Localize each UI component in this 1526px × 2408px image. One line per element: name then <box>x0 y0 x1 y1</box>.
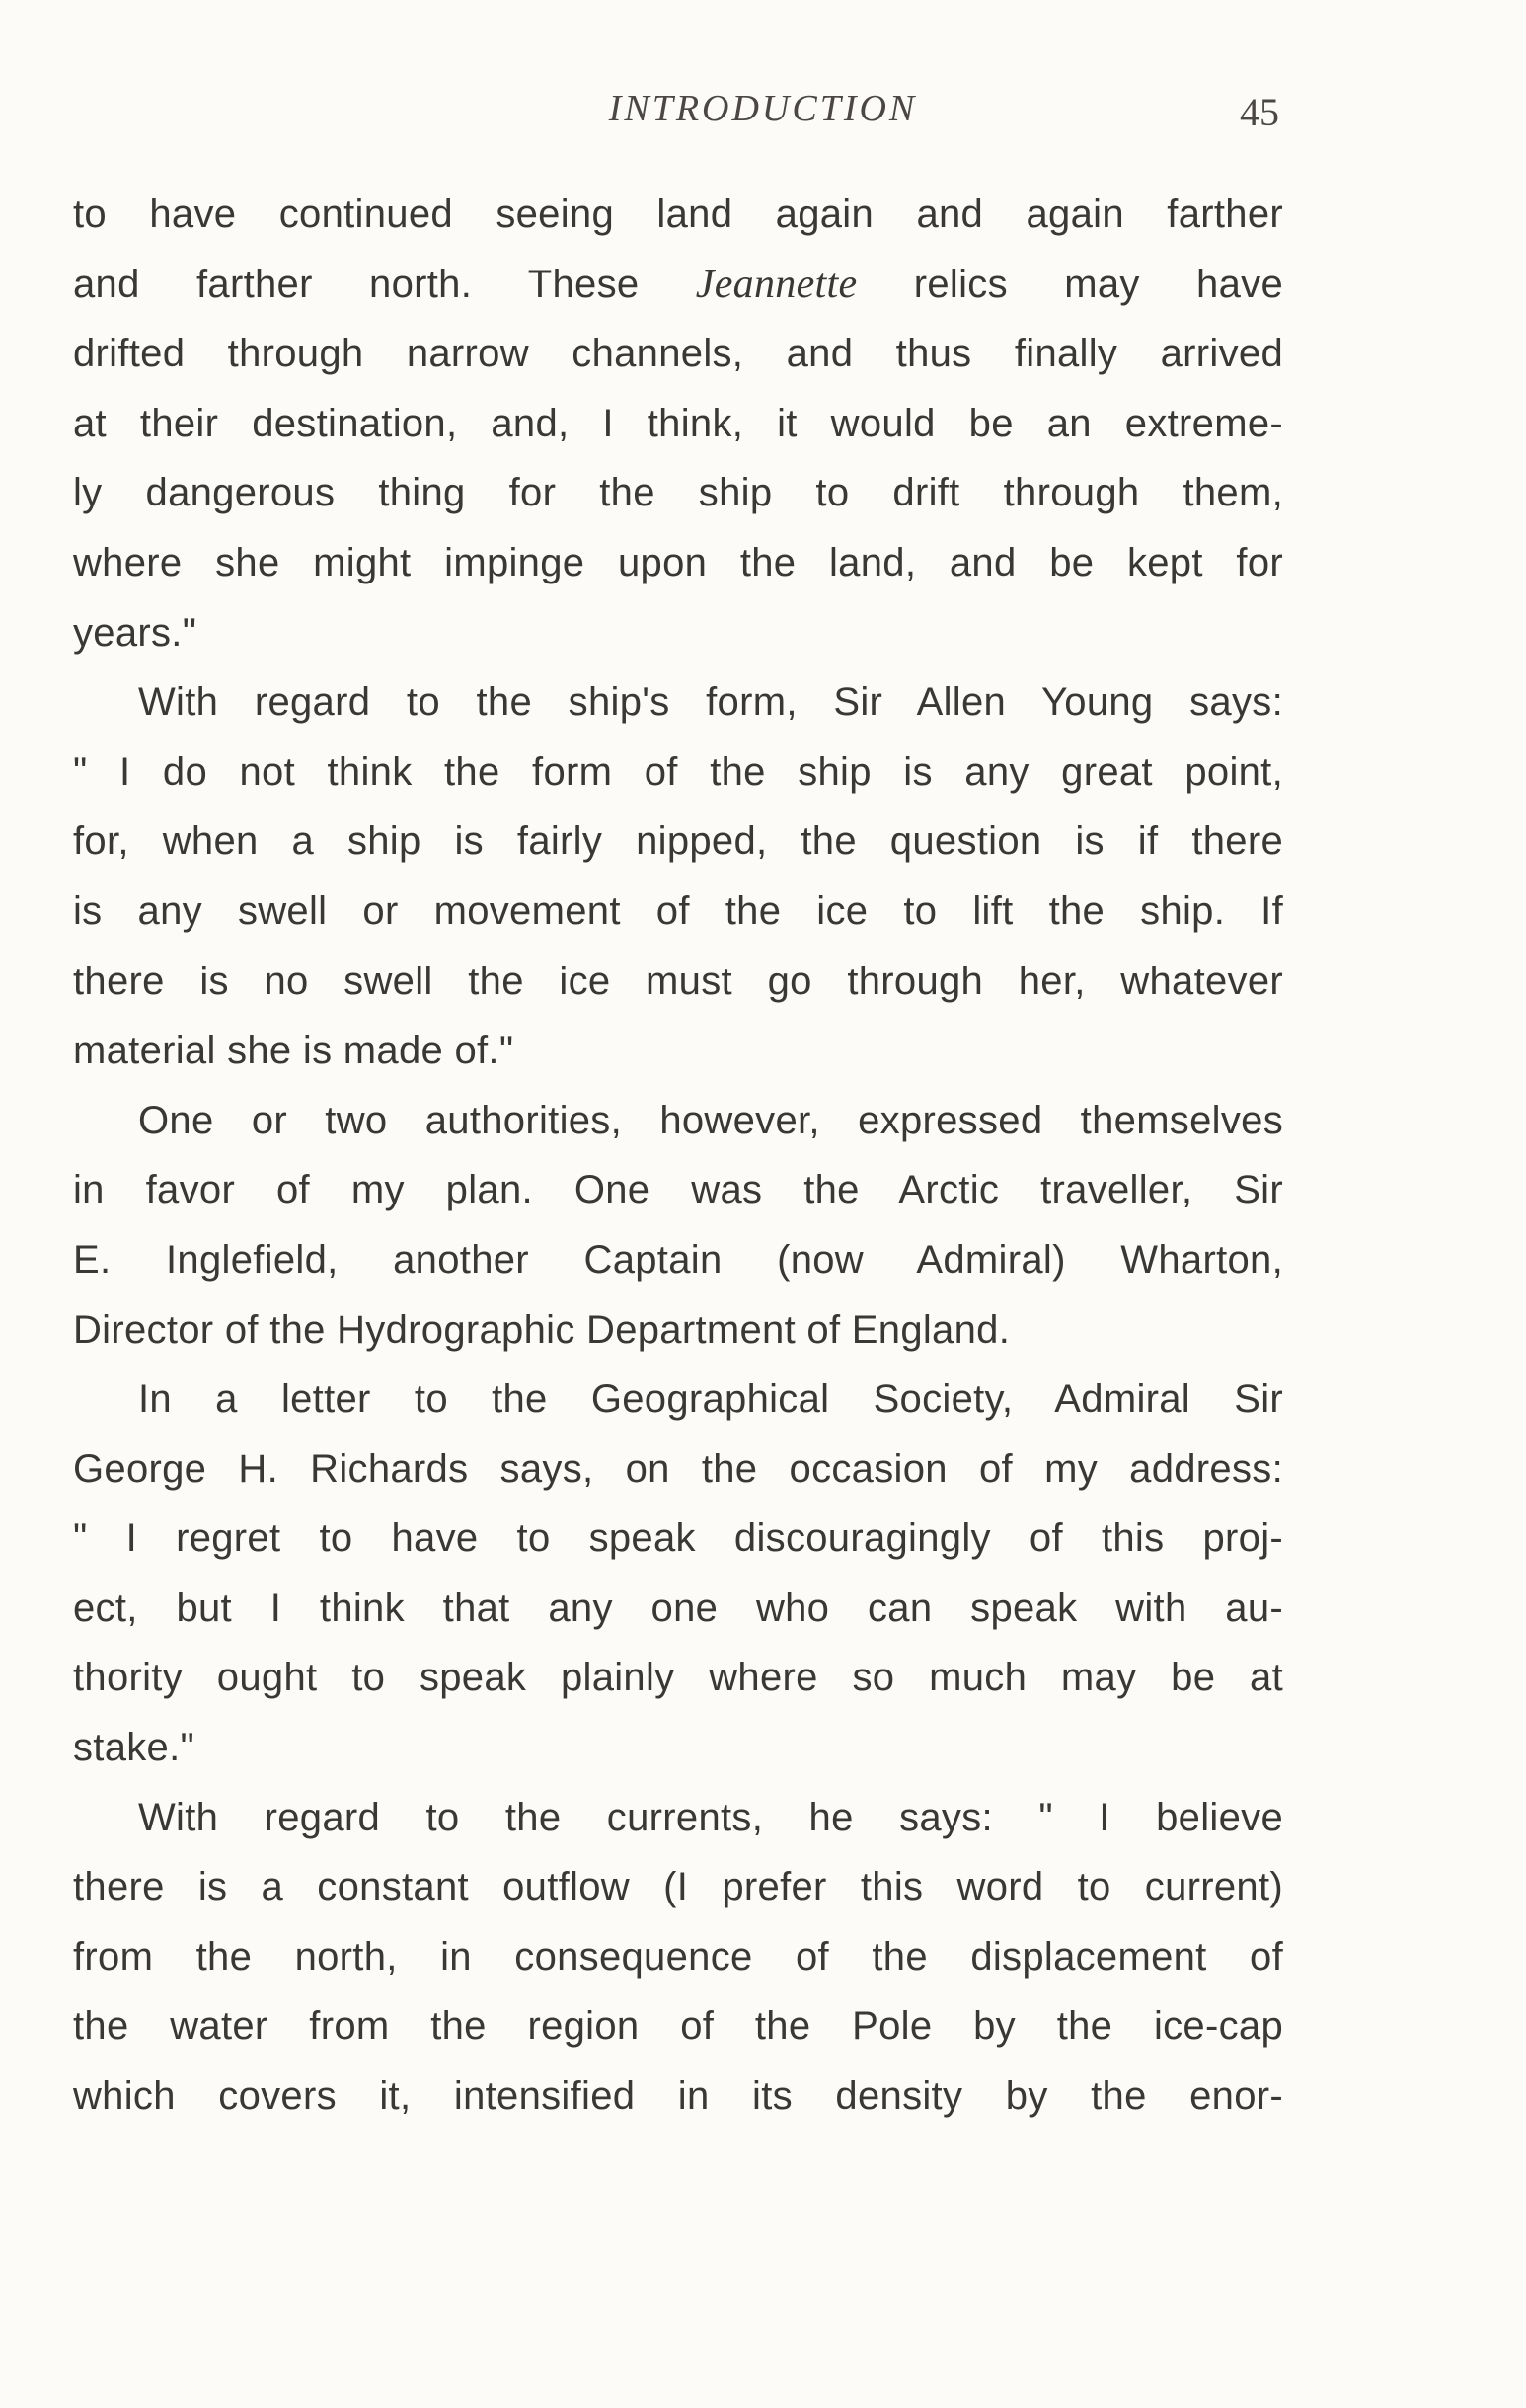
text-line: material she is made of." <box>73 1029 514 1073</box>
text-line: where she might impinge upon the land, and be kept for <box>73 540 1283 584</box>
text-line: in favor of my plan. One was the Arctic traveller, Sir <box>73 1168 1283 1212</box>
text-line: from the north, in consequence of the displacement of <box>73 1934 1283 1979</box>
text-line: years." <box>73 610 197 655</box>
text-line: E. Inglefield, another Captain (now Admiral) Wharton, <box>73 1237 1283 1282</box>
text-line: at their destination, and, I think, it would be an extreme- <box>73 401 1283 445</box>
text-line: ly dangerous thing for the ship to drift through them, <box>73 471 1283 515</box>
text-line: Director of the Hydrographic Department of England. <box>73 1307 1011 1352</box>
text-segment: and farther north. These <box>73 262 696 306</box>
paragraph-first-line: With regard to the currents, he says: " I believe <box>138 1795 1283 1839</box>
paragraph-first-line: In a letter to the Geographical Society, Admiral Sir <box>138 1377 1283 1422</box>
text-line <box>73 250 1283 320</box>
text-line: George H. Richards says, on the occasion of my address: <box>73 1446 1283 1491</box>
body-text <box>73 180 1283 2132</box>
paragraph-first-line: One or two authorities, however, expressed themselves <box>138 1098 1283 1142</box>
running-head <box>0 87 1526 142</box>
italic-ship-name: Jeannette <box>695 261 858 307</box>
text-line: ect, but I think that any one who can speak with au- <box>73 1586 1283 1630</box>
text-line: stake." <box>73 1726 195 1770</box>
text-line: drifted through narrow channels, and thus finally arrived <box>73 332 1283 376</box>
text-line: there is no swell the ice must go through her, whatever <box>73 959 1283 1003</box>
page-number: 45 <box>1240 90 1279 134</box>
running-title: INTRODUCTION <box>608 88 918 129</box>
text-segment: relics may have <box>857 262 1283 306</box>
text-line: which covers it, intensified in its density by the enor- <box>73 2074 1283 2119</box>
text-line: for, when a ship is fairly nipped, the question is if there <box>73 819 1283 864</box>
text-line: " I regret to have to speak discouragingly of this proj- <box>73 1516 1283 1561</box>
text-line: is any swell or movement of the ice to lift the ship. If <box>73 889 1283 933</box>
text-line: " I do not think the form of the ship is any great point, <box>73 749 1283 794</box>
text-line: to have continued seeing land again and again farther <box>73 193 1283 236</box>
paragraph-first-line: With regard to the ship's form, Sir Allen Young says: <box>138 680 1283 725</box>
text-line: there is a constant outflow (I prefer this word to current) <box>73 1865 1283 1909</box>
text-line: the water from the region of the Pole by the ice-cap <box>73 2004 1283 2049</box>
text-line: thority ought to speak plainly where so much may be at <box>73 1656 1283 1700</box>
